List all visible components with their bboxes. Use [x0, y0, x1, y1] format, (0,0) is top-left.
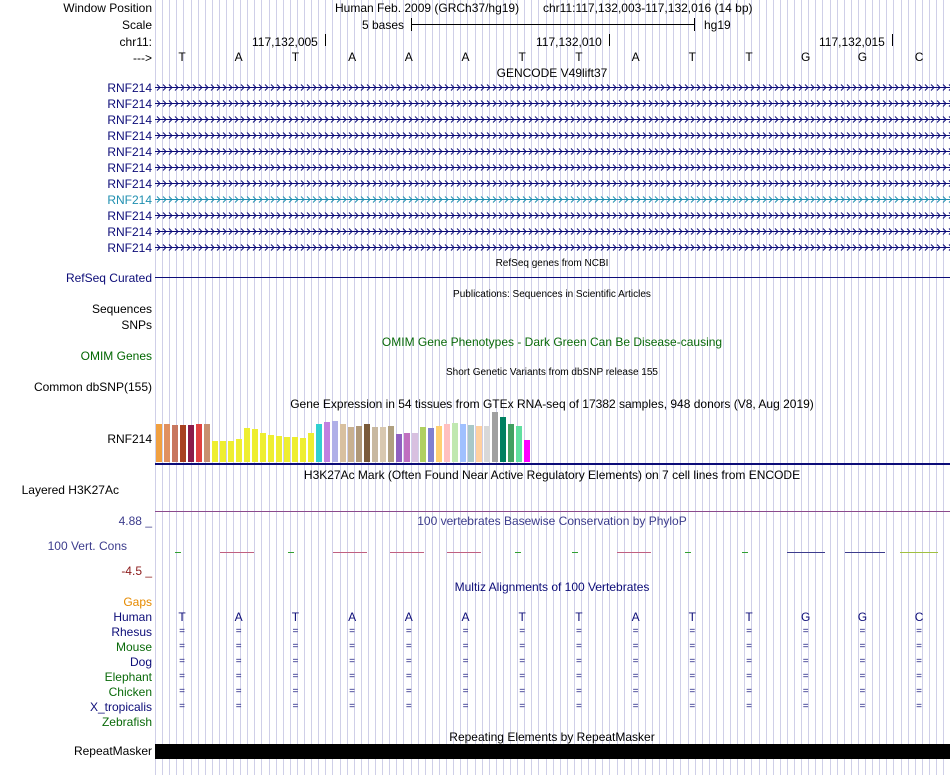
- gtex-tissue-bar[interactable]: [212, 441, 218, 462]
- track-labels: [0, 0, 155, 775]
- gene-label[interactable]: RNF214: [107, 225, 152, 239]
- gene-transcript-bar[interactable]: [155, 162, 950, 173]
- species-label[interactable]: Rhesus: [111, 625, 152, 639]
- db-text: hg19: [704, 18, 731, 32]
- alignment-match: =: [802, 671, 809, 682]
- phylop-mark: [900, 552, 938, 553]
- alignment-match: =: [689, 686, 696, 697]
- phylop-mark: [742, 552, 748, 553]
- alignment-match: =: [859, 641, 866, 652]
- gene-label[interactable]: RNF214: [107, 129, 152, 143]
- scale-bar: [411, 24, 695, 25]
- alignment-match: =: [462, 686, 469, 697]
- alignment-match: =: [235, 671, 242, 682]
- dbsnp-title: Short Genetic Variants from dbSNP release 155: [446, 367, 658, 378]
- gene-label[interactable]: RNF214: [107, 193, 152, 207]
- gtex-tissue-bar[interactable]: [492, 412, 498, 462]
- alignment-match: =: [802, 656, 809, 667]
- alignment-match: =: [349, 701, 356, 712]
- alignment-match: =: [405, 701, 412, 712]
- alignment-match: =: [292, 686, 299, 697]
- base-letter: T: [745, 50, 753, 64]
- h3k27ac-label[interactable]: Layered H3K27Ac: [21, 483, 119, 497]
- alignment-match: =: [349, 626, 356, 637]
- phylop-mark: [333, 552, 367, 553]
- alignment-match: =: [689, 656, 696, 667]
- scale-label: Scale: [121, 18, 152, 32]
- human-base: A: [348, 610, 357, 624]
- human-base: C: [914, 610, 924, 624]
- alignment-match: =: [575, 656, 582, 667]
- track-area[interactable]: [155, 0, 950, 775]
- refseq-title: RefSeq genes from NCBI: [495, 258, 609, 269]
- gtex-tissue-bar[interactable]: [164, 424, 170, 462]
- gtex-tissue-bar[interactable]: [396, 434, 402, 462]
- alignment-match: =: [916, 641, 923, 652]
- ruler-tick-mark-2: [609, 34, 610, 46]
- chrom-label: chr11:: [119, 35, 152, 49]
- gtex-tissue-bar[interactable]: [324, 422, 330, 462]
- scale-bar-right-tick: [694, 18, 695, 31]
- gtex-tissue-bar[interactable]: [340, 424, 346, 462]
- human-base: T: [291, 610, 300, 624]
- gtex-tissue-bar[interactable]: [460, 424, 466, 462]
- phylop-mark: [787, 552, 825, 553]
- phylop-mark: [845, 552, 885, 553]
- gtex-tissue-bar[interactable]: [380, 427, 386, 462]
- phylop-min: -4.5 _: [121, 564, 152, 578]
- alignment-match: =: [519, 641, 526, 652]
- gtex-baseline: [155, 463, 950, 465]
- gtex-tissue-bar[interactable]: [252, 429, 258, 462]
- alignment-match: =: [235, 686, 242, 697]
- base-letter: A: [631, 50, 640, 64]
- phylop-mark: [515, 552, 521, 553]
- species-label[interactable]: Dog: [129, 655, 152, 669]
- alignment-match: =: [632, 626, 639, 637]
- refseq-label[interactable]: RefSeq Curated: [65, 271, 152, 285]
- base-letter: T: [178, 50, 186, 64]
- gene-label[interactable]: RNF214: [107, 161, 152, 175]
- refseq-line[interactable]: [155, 277, 950, 278]
- gene-label[interactable]: RNF214: [107, 97, 152, 111]
- gene-transcript-bar[interactable]: [155, 82, 950, 93]
- alignment-match: =: [802, 701, 809, 712]
- gene-transcript-bar[interactable]: [155, 114, 950, 125]
- alignment-match: =: [462, 701, 469, 712]
- species-label[interactable]: Chicken: [108, 685, 152, 699]
- gaps-label[interactable]: Gaps: [123, 595, 152, 609]
- alignment-match: =: [575, 626, 582, 637]
- alignment-match: =: [179, 641, 185, 652]
- gtex-tissue-bar[interactable]: [420, 427, 426, 462]
- base-letter: A: [348, 50, 357, 64]
- alignment-match: =: [916, 701, 923, 712]
- gtex-title: Gene Expression in 54 tissues from GTEx RNA-seq of 17382 samples, 948 donors (V8, Aug 2019): [290, 397, 814, 411]
- gene-transcript-bar[interactable]: [155, 194, 950, 205]
- gene-transcript-bar[interactable]: [155, 130, 950, 141]
- base-letter: A: [234, 50, 243, 64]
- gtex-tissue-bar[interactable]: [372, 427, 378, 462]
- alignment-match: =: [292, 656, 299, 667]
- alignment-match: =: [802, 686, 809, 697]
- gtex-tissue-bar[interactable]: [316, 424, 322, 462]
- scale-text: 5 bases: [362, 18, 405, 32]
- alignment-match: =: [746, 686, 752, 697]
- human-base: A: [461, 610, 470, 624]
- ruler-tick-3: 117,132,015: [819, 35, 885, 49]
- phylop-max: 4.88 _: [118, 514, 152, 528]
- alignment-match: =: [405, 686, 412, 697]
- ruler-tick-mark-3: [892, 34, 893, 46]
- gtex-tissue-bar[interactable]: [508, 424, 514, 462]
- alignment-match: =: [292, 626, 299, 637]
- base-letter: A: [461, 50, 470, 64]
- human-base: T: [178, 610, 186, 624]
- base-letter: T: [688, 50, 696, 64]
- alignment-match: =: [519, 626, 526, 637]
- gtex-tissue-bar[interactable]: [436, 426, 442, 462]
- gtex-tissue-bar[interactable]: [516, 426, 522, 462]
- alignment-match: =: [632, 686, 639, 697]
- gene-transcript-bar[interactable]: [155, 178, 950, 189]
- phylop-mark: [220, 552, 254, 553]
- phylop-title: 100 vertebrates Basewise Conservation by PhyloP: [417, 514, 687, 528]
- alignment-match: =: [519, 701, 526, 712]
- species-label[interactable]: Mouse: [115, 640, 152, 654]
- alignment-match: =: [632, 671, 639, 682]
- alignment-match: =: [746, 656, 752, 667]
- scale-bar-left-tick: [411, 18, 412, 31]
- alignment-match: =: [235, 626, 242, 637]
- human-base: A: [631, 610, 640, 624]
- gtex-tissue-bar[interactable]: [276, 436, 282, 462]
- alignment-match: =: [349, 656, 356, 667]
- alignment-match: =: [519, 686, 526, 697]
- alignment-match: =: [179, 626, 185, 637]
- gtex-tissue-bar[interactable]: [412, 433, 418, 462]
- position-text: chr11:117,132,003-117,132,016 (14 bp): [543, 1, 753, 15]
- gtex-tissue-bar[interactable]: [468, 425, 474, 462]
- gtex-tissue-bar[interactable]: [196, 424, 202, 462]
- alignment-match: =: [746, 701, 752, 712]
- alignment-match: =: [462, 626, 469, 637]
- species-label[interactable]: Elephant: [104, 670, 152, 684]
- gtex-tissue-bar[interactable]: [300, 438, 306, 462]
- alignment-match: =: [689, 641, 696, 652]
- ruler-tick-mark-1: [325, 34, 326, 46]
- phylop-mark: [175, 552, 181, 553]
- h3k27ac-title: H3K27Ac Mark (Often Found Near Active Regulatory Elements) on 7 cell lines from ENCODE: [303, 468, 801, 482]
- phylop-mark: [617, 552, 651, 553]
- gene-transcript-bar[interactable]: [155, 146, 950, 157]
- human-base: T: [575, 610, 583, 624]
- alignment-match: =: [575, 701, 582, 712]
- snps-label[interactable]: SNPs: [121, 318, 152, 332]
- base-letter: A: [404, 50, 413, 64]
- alignment-match: =: [179, 686, 185, 697]
- alignment-match: =: [292, 701, 299, 712]
- gtex-tissue-bar[interactable]: [284, 437, 290, 462]
- repeatmasker-title: Repeating Elements by RepeatMasker: [449, 730, 655, 744]
- alignment-match: =: [292, 641, 299, 652]
- alignment-match: =: [519, 656, 526, 667]
- gtex-tissue-bar[interactable]: [236, 439, 242, 462]
- alignment-match: =: [405, 671, 412, 682]
- phylop-mark: [288, 552, 294, 553]
- strand-label: --->: [133, 51, 152, 65]
- gtex-tissue-bar[interactable]: [220, 441, 226, 462]
- gtex-tissue-bar[interactable]: [228, 441, 234, 462]
- gtex-tissue-bar[interactable]: [476, 426, 482, 462]
- alignment-match: =: [405, 656, 412, 667]
- alignment-match: =: [462, 656, 469, 667]
- human-base: T: [518, 610, 526, 624]
- gtex-tissue-bar[interactable]: [524, 440, 530, 462]
- alignment-match: =: [575, 686, 582, 697]
- h3k27ac-line: [155, 511, 950, 512]
- gtex-tissue-bar[interactable]: [180, 425, 186, 462]
- omim-label[interactable]: OMIM Genes: [80, 349, 152, 363]
- gtex-tissue-bar[interactable]: [428, 428, 434, 462]
- gtex-tissue-bar[interactable]: [292, 437, 298, 462]
- dbsnp-label[interactable]: Common dbSNP(155): [33, 380, 152, 394]
- base-letter: C: [914, 50, 924, 64]
- omim-title: OMIM Gene Phenotypes - Dark Green Can Be Disease-causing: [381, 335, 723, 349]
- alignment-match: =: [349, 686, 356, 697]
- human-base: G: [801, 610, 811, 624]
- alignment-match: =: [405, 641, 412, 652]
- alignment-match: =: [462, 641, 469, 652]
- gene-label[interactable]: RNF214: [107, 241, 152, 255]
- window-position-label: Window Position: [63, 1, 152, 15]
- alignment-match: =: [349, 641, 356, 652]
- gene-label[interactable]: RNF214: [107, 177, 152, 191]
- alignment-match: =: [746, 626, 752, 637]
- gtex-tissue-bar[interactable]: [404, 433, 410, 462]
- species-label[interactable]: Human: [113, 610, 152, 624]
- base-letter: G: [801, 50, 811, 64]
- alignment-match: =: [746, 641, 752, 652]
- alignment-match: =: [802, 641, 809, 652]
- gtex-tissue-bar[interactable]: [260, 433, 266, 462]
- gtex-tissue-bar[interactable]: [204, 424, 210, 462]
- gene-transcript-bar[interactable]: [155, 242, 950, 253]
- gtex-tissue-bar[interactable]: [332, 421, 338, 462]
- gtex-tissue-bar[interactable]: [356, 426, 362, 462]
- alignment-match: =: [859, 701, 866, 712]
- alignment-match: =: [916, 656, 923, 667]
- gene-label[interactable]: RNF214: [107, 113, 152, 127]
- alignment-match: =: [859, 686, 866, 697]
- phylop-mark: [572, 552, 578, 553]
- alignment-match: =: [916, 686, 923, 697]
- alignment-match: =: [179, 656, 185, 667]
- publications-title: Publications: Sequences in Scientific Articles: [453, 289, 651, 300]
- gtex-tissue-bar[interactable]: [268, 435, 274, 462]
- gtex-label[interactable]: RNF214: [107, 432, 152, 446]
- species-label[interactable]: X_tropicalis: [89, 700, 152, 714]
- phylop-mark: [447, 552, 481, 553]
- alignment-match: =: [179, 701, 185, 712]
- human-base: T: [688, 610, 696, 624]
- alignment-match: =: [916, 671, 923, 682]
- phylop-label[interactable]: 100 Vert. Cons: [47, 539, 127, 553]
- alignment-match: =: [292, 671, 299, 682]
- alignment-match: =: [519, 671, 526, 682]
- assembly-title: Human Feb. 2009 (GRCh37/hg19): [335, 1, 520, 15]
- species-label[interactable]: Zebrafish: [101, 715, 152, 729]
- gene-label[interactable]: RNF214: [107, 145, 152, 159]
- alignment-match: =: [632, 656, 639, 667]
- phylop-mark: [390, 552, 424, 553]
- alignment-match: =: [746, 671, 752, 682]
- gtex-tissue-bar[interactable]: [348, 427, 354, 462]
- gene-transcript-bar[interactable]: [155, 98, 950, 109]
- gtex-tissue-bar[interactable]: [452, 423, 458, 462]
- alignment-match: =: [235, 656, 242, 667]
- gene-transcript-bar[interactable]: [155, 210, 950, 221]
- gtex-bar-chart[interactable]: [156, 412, 556, 462]
- gtex-tissue-bar[interactable]: [244, 428, 250, 462]
- repeatmasker-block[interactable]: [155, 744, 950, 759]
- gtex-tissue-bar[interactable]: [188, 425, 194, 462]
- alignment-match: =: [859, 626, 866, 637]
- human-base: T: [745, 610, 753, 624]
- alignment-match: =: [689, 671, 696, 682]
- alignment-match: =: [689, 626, 696, 637]
- gtex-tissue-bar[interactable]: [156, 424, 162, 462]
- gene-label[interactable]: RNF214: [107, 81, 152, 95]
- human-base: A: [404, 610, 413, 624]
- base-letter: T: [291, 50, 300, 64]
- alignment-match: =: [859, 656, 866, 667]
- human-base: G: [857, 610, 868, 624]
- alignment-match: =: [859, 671, 866, 682]
- gene-label[interactable]: RNF214: [107, 209, 152, 223]
- gtex-tissue-bar[interactable]: [444, 424, 450, 462]
- multiz-title: Multiz Alignments of 100 Vertebrates: [454, 580, 650, 594]
- base-letter: G: [857, 50, 868, 64]
- phylop-mark: [685, 552, 691, 553]
- alignment-match: =: [916, 626, 923, 637]
- gtex-tissue-bar[interactable]: [308, 433, 314, 462]
- gene-transcript-bar[interactable]: [155, 226, 950, 237]
- gtex-tissue-bar[interactable]: [172, 425, 178, 462]
- alignment-match: =: [689, 701, 696, 712]
- gtex-tissue-bar[interactable]: [388, 426, 394, 462]
- alignment-match: =: [235, 701, 242, 712]
- alignment-match: =: [179, 671, 185, 682]
- alignment-match: =: [632, 701, 639, 712]
- ruler-tick-2: 117,132,010: [536, 35, 602, 49]
- gtex-tissue-bar[interactable]: [500, 417, 506, 462]
- alignment-match: =: [575, 641, 582, 652]
- sequences-label[interactable]: Sequences: [91, 302, 152, 316]
- alignment-match: =: [632, 641, 639, 652]
- gtex-tissue-bar[interactable]: [364, 424, 370, 462]
- human-base: A: [234, 610, 243, 624]
- base-letter: T: [575, 50, 583, 64]
- alignment-match: =: [575, 671, 582, 682]
- alignment-match: =: [405, 626, 412, 637]
- alignment-match: =: [462, 671, 469, 682]
- gencode-title: GENCODE V49lift37: [496, 66, 608, 80]
- gtex-tissue-bar[interactable]: [484, 426, 490, 462]
- repeatmasker-label[interactable]: RepeatMasker: [73, 744, 152, 758]
- ruler-tick-1: 117,132,005: [252, 35, 318, 49]
- alignment-match: =: [802, 626, 809, 637]
- alignment-match: =: [235, 641, 242, 652]
- base-letter: T: [518, 50, 526, 64]
- alignment-match: =: [349, 671, 356, 682]
